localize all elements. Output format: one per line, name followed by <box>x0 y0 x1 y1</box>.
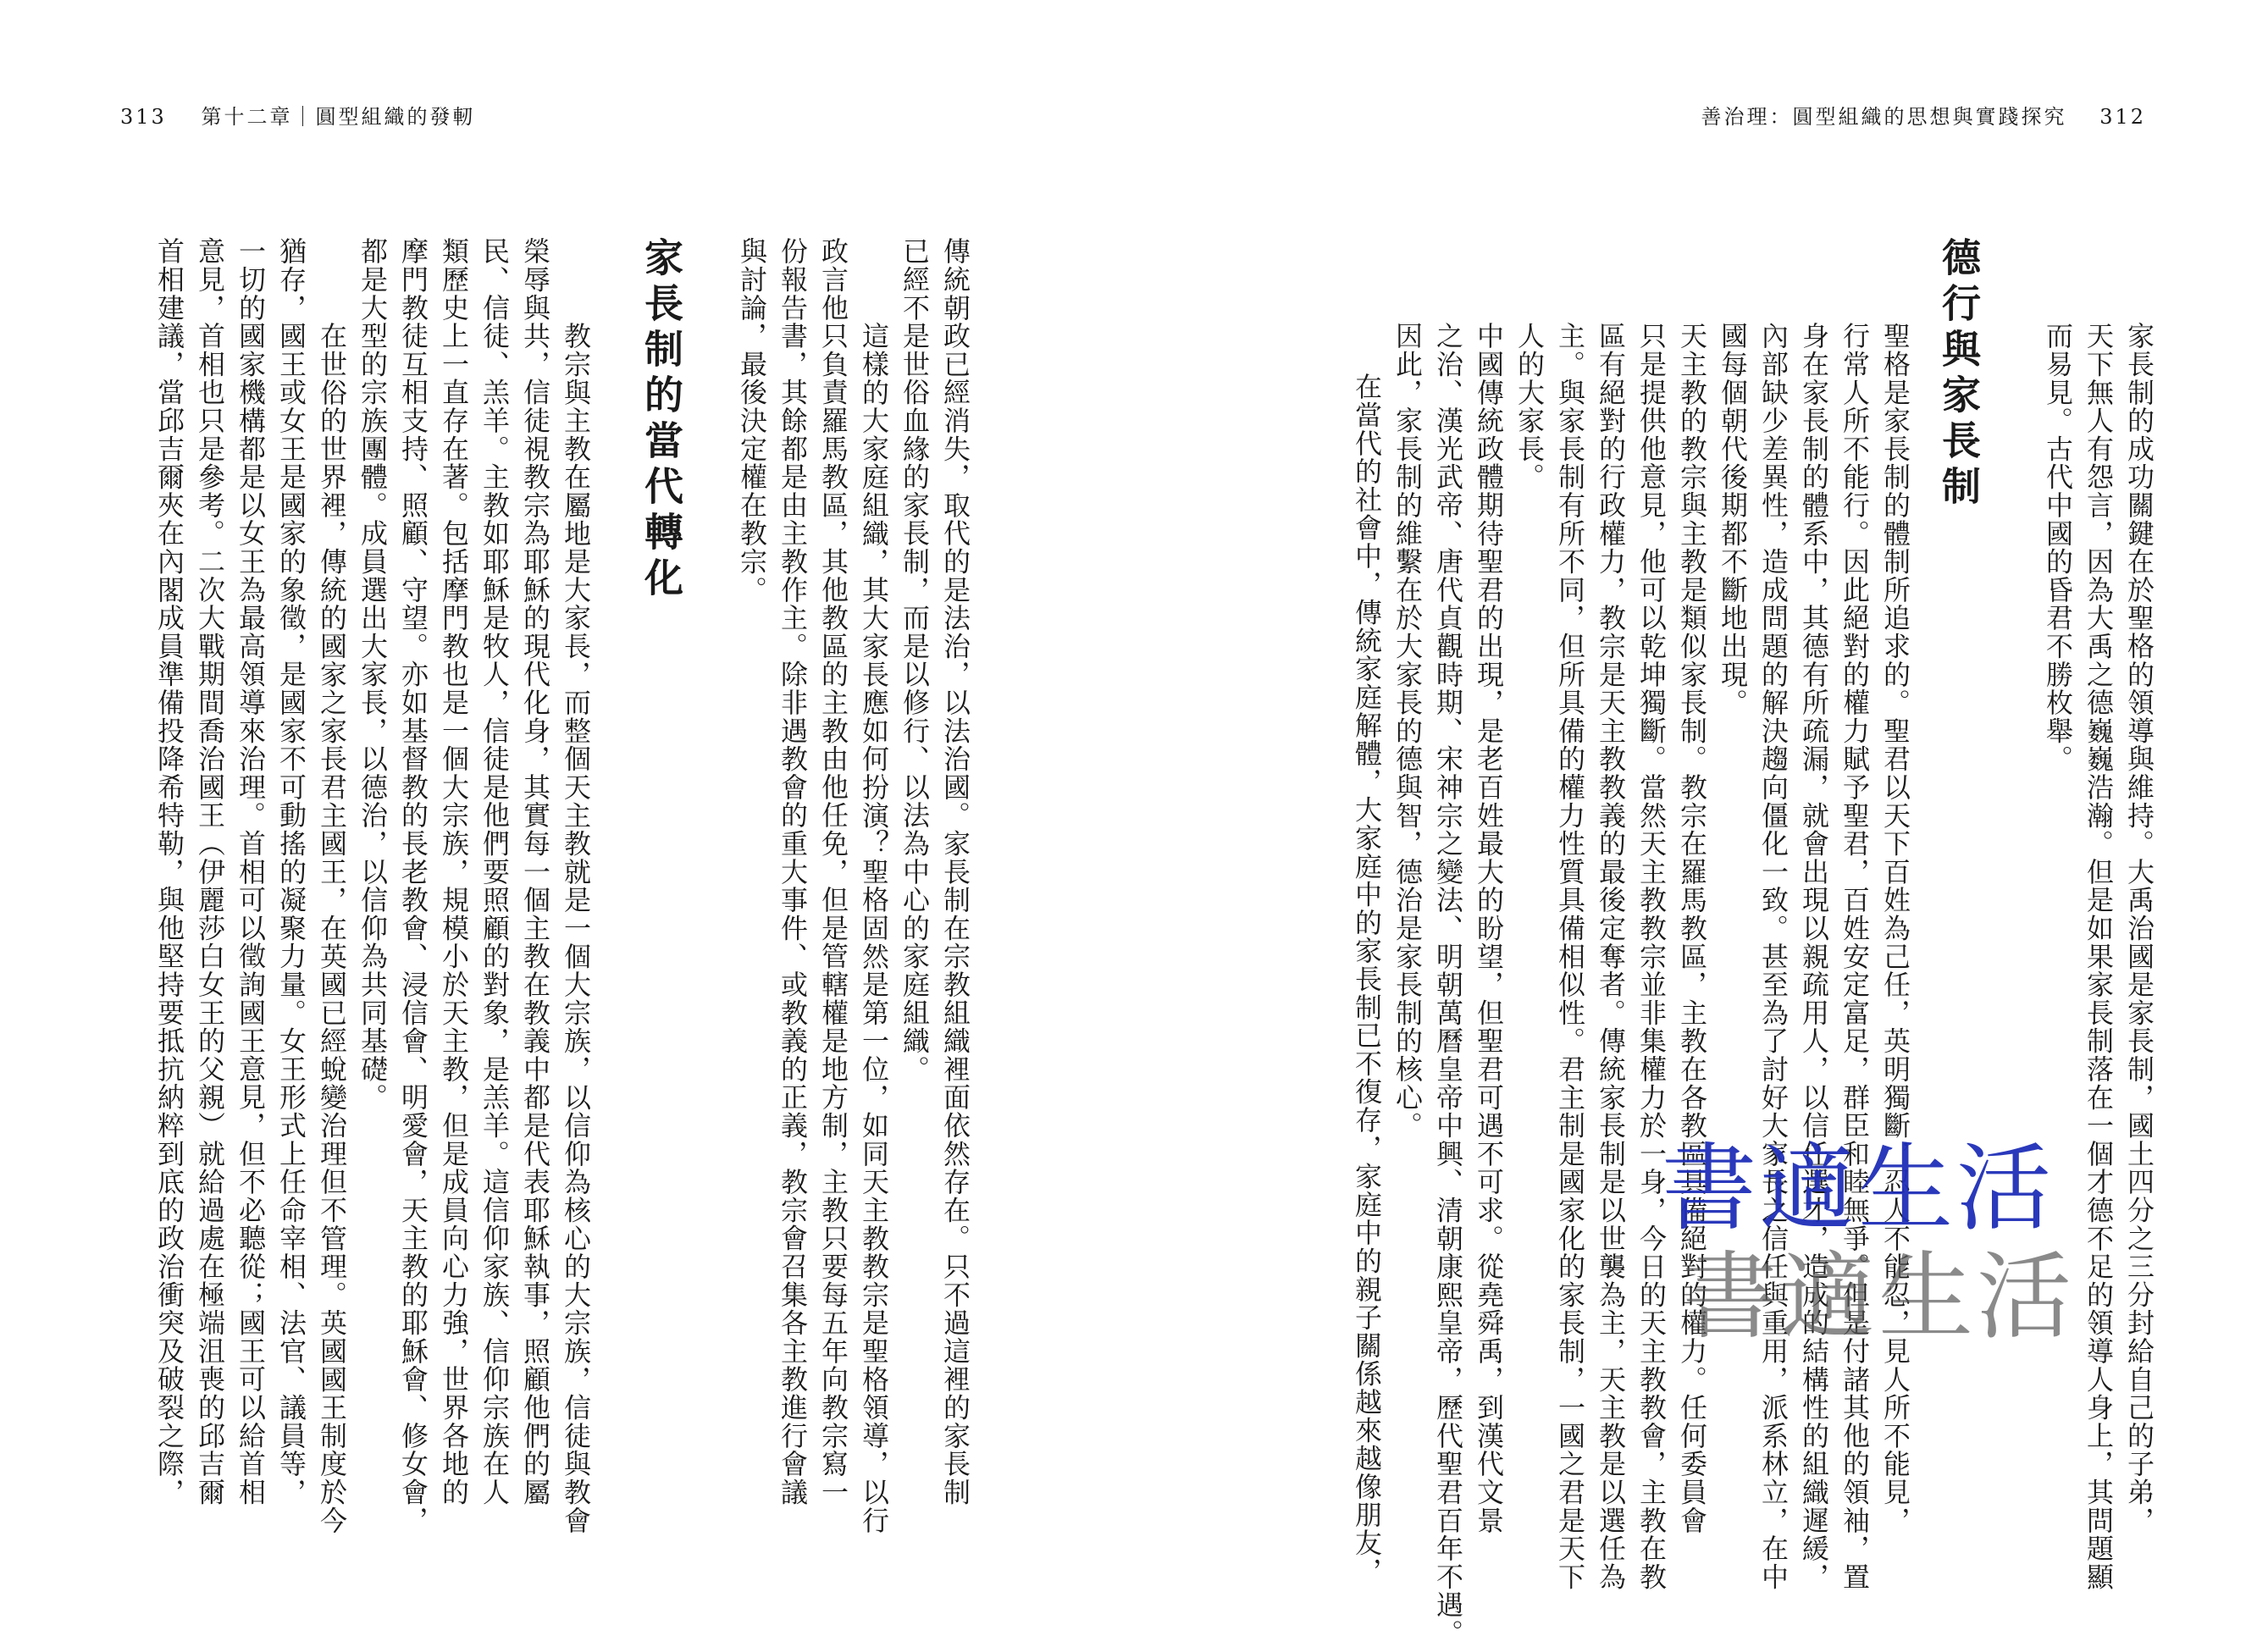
watermark-gray: 書適生活 <box>1682 1242 2075 1352</box>
left-page-text-column: 已經不是世俗血緣的家長制，而是以修行、以法為中心的家庭組織。 <box>899 237 931 1083</box>
right-page-text-column: 天主教的教宗與主教是類似家長制。教宗在羅馬教區，主教在各教區具備絕對的權力。任何委員會 <box>1676 322 1708 1534</box>
left-page-text-column: 都是大型的宗族團體。成員選出大家長，以德治，以信仰為共同基礎。 <box>357 237 389 1112</box>
left-page-text-column: 份報告書，其餘都是由主教作主。除非遇教會的重大事件、或教義的正義，教宗會召集各主教進行會議 <box>777 237 809 1506</box>
left-page-text-column: 一切的國家機構都是以女王為最高領導來治理。首相可以徵詢國王意見，但不必聽從；國王可以給首相 <box>235 237 267 1506</box>
right-page-text-column: 因此，家長制的維繫在於大家長的德與智，德治是家長制的核心。 <box>1391 322 1424 1140</box>
right-page-text-column: 身在家長制的體系中，其德有所疏漏，就會出現以親疏用人，以信任選才，造成的結構性的組織遲緩， <box>1798 322 1830 1591</box>
left-page-text-column: 首相建議，當邱吉爾夾在內閣成員準備投降希特勒，與他堅持要抵抗納粹到底的政治衝突及破裂之際， <box>153 237 185 1506</box>
right-page-text-column: 人的大家長。 <box>1513 322 1546 491</box>
left-page-text-column: 榮辱與共，信徒視教宗為耶穌的現代化身，其實每一個主教在教義中都是代表耶穌執事，照顧他們的屬 <box>519 237 551 1506</box>
right-page-text-column: 之治、漢光武帝、唐代貞觀時期、宋神宗之變法、明朝萬曆皇帝中興、清朝康熙皇帝，歷代聖君百年不遇。 <box>1432 322 1464 1647</box>
left-page-text-column: 類歷史上一直存在著。包括摩門教也是一個大宗族，規模小於天主教，但是成員向心力強，世界各地的 <box>438 237 470 1506</box>
right-page-text-column: 只是提供他意見，他可以乾坤獨斷。當然天主教教宗並非集權力於一身，今日的天主教教會，主教在教 <box>1635 322 1668 1591</box>
right-page-text-column: 聖格是家長制的體制所追求的。聖君以天下百姓為己任，英明獨斷，忍人不能忍，見人所不能見， <box>1879 322 1911 1534</box>
right-page-text-column: 而易見。古代中國的昏君不勝枚舉。 <box>2042 322 2074 773</box>
left-page-text-column: 在世俗的世界裡，傳統的國家之家長君主國王，在英國已經蛻變治理但不管理。英國國王制度於今 <box>316 322 348 1534</box>
left-page-text-column: 傳統朝政已經消失，取代的是法治，以法治國。家長制在宗教組織裡面依然存在。只不過這裡的家長制 <box>939 237 971 1506</box>
left-page-text-column: 政言他只負責羅馬教區，其他教區的主教由他任免，但是管轄權是地方制，主教只要每五年向教宗寫一 <box>817 237 849 1506</box>
right-page-text-column: 在當代的社會中，傳統家庭解體，大家庭中的家長制已不復存，家庭中的親子關係越來越像朋友， <box>1351 373 1383 1585</box>
right-page-text-column: 內部缺少差異性，造成問題的解決趨向僵化一致。甚至為了討好大家長之信任與重用，派系林立，在中 <box>1757 322 1790 1591</box>
left-page-number: 313 <box>120 105 167 129</box>
left-page-text-column: 教宗與主教在屬地是大家長，而整個天主教就是一個大宗族，以信仰為核心的大宗族，信徒與教會 <box>560 322 592 1534</box>
left-chapter-title: 第十二章｜圓型組織的發軔 <box>201 105 476 129</box>
right-page-text-column: 中國傳統政體期待聖君的出現，是老百姓最大的盼望，但聖君可遇不可求。從堯舜禹，到漢代文景 <box>1473 322 1505 1534</box>
left-page-text-column: 摩門教徒互相支持、照顧、守望。亦如基督教的長老教會、浸信會、明愛會，天主教的耶穌會、修女會， <box>397 237 429 1534</box>
right-page-text-column: 家長制的成功關鍵在於聖格的領導與維持。大禹治國是家長制，國土四分之三分封給自己的子弟， <box>2123 322 2155 1534</box>
left-page-text-column: 意見，首相也只是參考。二次大戰期間喬治國王（伊麗莎白女王的父親）就給過處在極端沮喪的邱吉爾 <box>194 237 226 1506</box>
watermark-blue: 書適生活 <box>1662 1134 2055 1244</box>
left-page-text-column: 與討論，最後決定權在教宗。 <box>736 237 768 604</box>
left-page-section-heading: 家長制的當代轉化 <box>639 237 684 603</box>
right-page-text-column: 區有絕對的行政權力，教宗是天主教教義的最後定奪者。傳統家長制是以世襲為主，天主教是以選任為 <box>1595 322 1627 1591</box>
left-running-head <box>120 100 475 130</box>
left-page-text-column: 這樣的大家庭組織，其大家長應如何扮演？聖格固然是第一位，如同天主教教宗是聖格領導，以行 <box>858 322 890 1534</box>
right-page-text-column: 主。與家長制有所不同，但所具備的權力性質具備相似性。君主制是國家化的家長制，一國之君是天下 <box>1554 322 1586 1591</box>
left-page-text-column: 民、信徒、羔羊。主教如耶穌是牧人，信徒是他們要照顧的對象，是羔羊。這信仰家族、信仰宗族在人 <box>478 237 511 1506</box>
right-running-head <box>1701 100 2146 130</box>
right-page-text-column: 行常人所不能行。因此絕對的權力賦予聖君，百姓安定富足，群臣和睦無爭。但是付諸其他的領袖，置 <box>1839 322 1871 1591</box>
left-page-text-column: 猶存，國王或女王是國家的象徵，是國家不可動搖的凝聚力量。女王形式上任命宰相、法官、議員等， <box>275 237 307 1506</box>
right-book-title: 善治理：圓型組織的思想與實踐探究 <box>1701 105 2067 129</box>
right-page-section-heading: 德行與家長制 <box>1936 237 1982 511</box>
right-page-text-column: 國每個朝代後期都不斷地出現。 <box>1717 322 1749 717</box>
right-page-text-column: 天下無人有怨言，因為大禹之德巍巍浩瀚。但是如果家長制落在一個才德不足的領導人身上，其問題顯 <box>2083 322 2115 1591</box>
right-page-number: 312 <box>2099 105 2146 129</box>
